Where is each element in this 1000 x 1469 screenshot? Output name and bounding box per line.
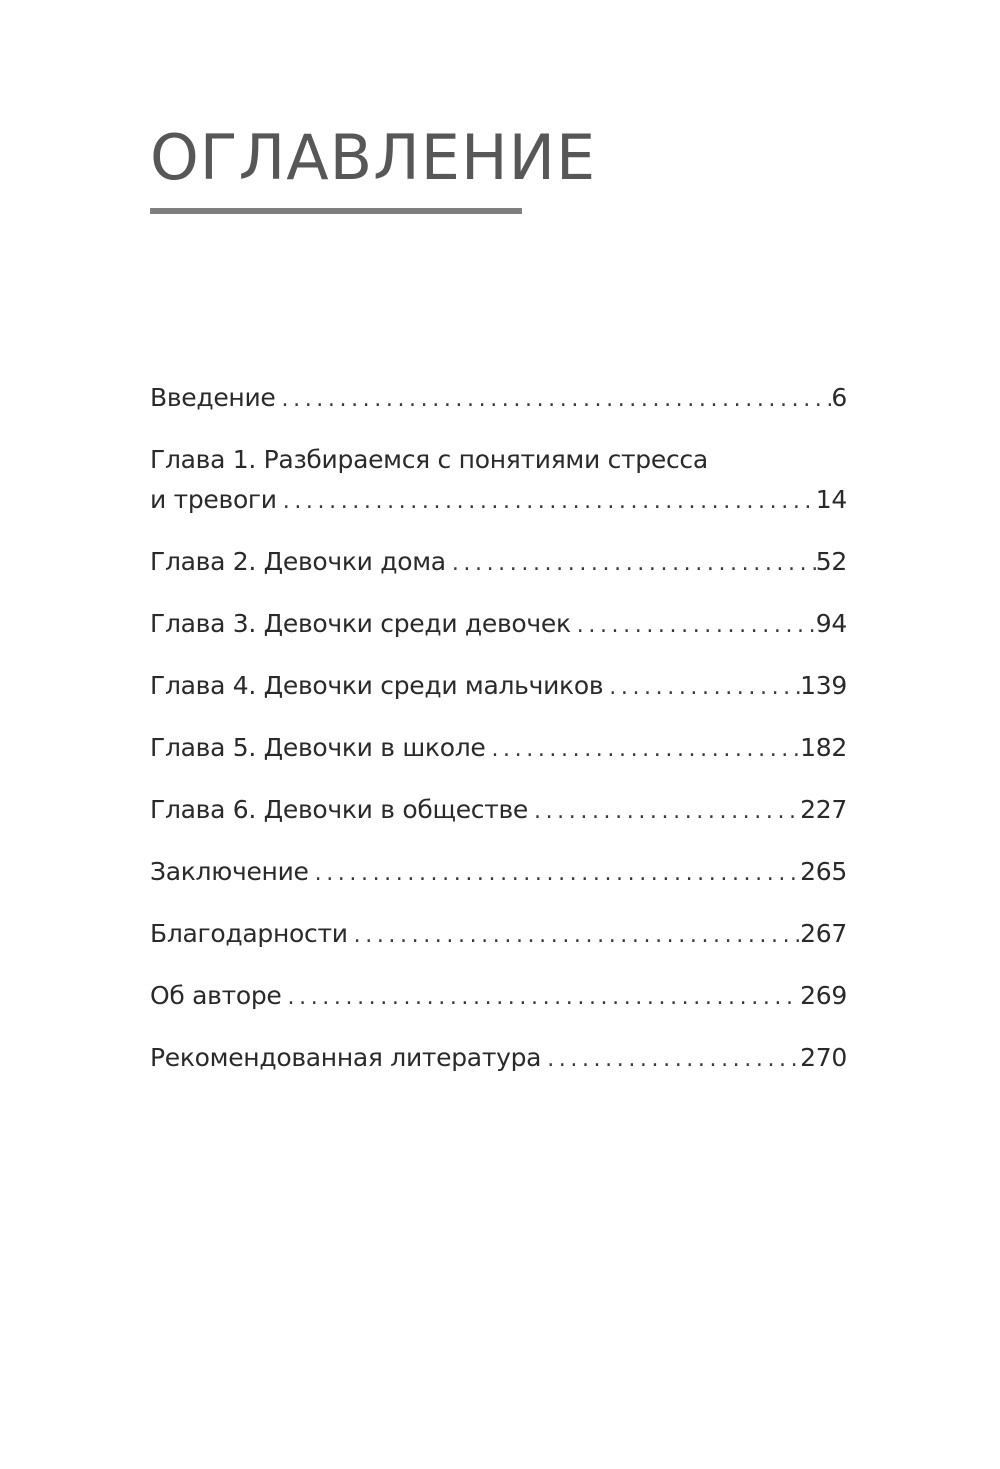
toc-entry-page: 52 xyxy=(815,547,847,576)
toc-entry-chapter-3[interactable] xyxy=(150,604,847,644)
toc-entry-chapter-5[interactable] xyxy=(150,728,847,768)
toc-entry-chapter-1[interactable] xyxy=(150,440,847,520)
toc-entry-conclusion[interactable] xyxy=(150,852,847,892)
toc-entry-page: 94 xyxy=(815,609,847,638)
toc-entry-label: Глава 5. Девочки в школе xyxy=(150,733,486,762)
dot-leader xyxy=(541,1040,800,1078)
toc-entry-page: 270 xyxy=(800,1043,847,1072)
toc-entry-acknowledgements[interactable] xyxy=(150,914,847,954)
toc-entry-recommended-reading[interactable] xyxy=(150,1038,847,1078)
toc-entry-label: Введение xyxy=(150,383,276,412)
toc-entry-page: 6 xyxy=(831,383,847,412)
toc-entry-introduction[interactable] xyxy=(150,378,847,418)
toc-entry-page: 182 xyxy=(800,733,847,762)
dot-leader xyxy=(282,978,801,1016)
dot-leader xyxy=(446,544,816,582)
title-underline xyxy=(150,208,522,214)
dot-leader xyxy=(276,380,832,418)
dot-leader xyxy=(485,730,800,768)
toc-entry-label: Глава 3. Девочки среди девочек xyxy=(150,609,571,638)
toc-entry-label: Об авторе xyxy=(150,981,282,1010)
toc-entry-page: 139 xyxy=(800,671,847,700)
dot-leader xyxy=(277,482,816,520)
toc-entry-label: Глава 4. Девочки среди мальчиков xyxy=(150,671,604,700)
toc-entry-label-line1: Глава 1. Разбираемся с понятиями стресса xyxy=(150,445,708,474)
toc-entry-label: Заключение xyxy=(150,857,309,886)
toc-entry-page: 265 xyxy=(800,857,847,886)
toc-entry-label: Благодарности xyxy=(150,919,348,948)
toc-entry-label: Рекомендованная литература xyxy=(150,1043,542,1072)
page-title: ОГЛАВЛЕНИЕ xyxy=(150,121,597,194)
dot-leader xyxy=(571,606,816,644)
toc-entry-chapter-6[interactable] xyxy=(150,790,847,830)
dot-leader xyxy=(528,792,800,830)
dot-leader xyxy=(348,916,801,954)
toc-entry-page: 267 xyxy=(800,919,847,948)
toc-entry-page: 14 xyxy=(815,485,847,514)
toc-entry-label: и тревоги xyxy=(150,485,277,514)
toc-entry-label: Глава 2. Девочки дома xyxy=(150,547,446,576)
toc-entry-label: Глава 6. Девочки в обществе xyxy=(150,795,528,824)
dot-leader xyxy=(309,854,801,892)
dot-leader xyxy=(603,668,800,706)
toc-entry-chapter-2[interactable] xyxy=(150,542,847,582)
toc-entry-chapter-4[interactable] xyxy=(150,666,847,706)
toc-entry-page: 227 xyxy=(800,795,847,824)
toc-entry-page: 269 xyxy=(800,981,847,1010)
toc-entry-about-author[interactable] xyxy=(150,976,847,1016)
